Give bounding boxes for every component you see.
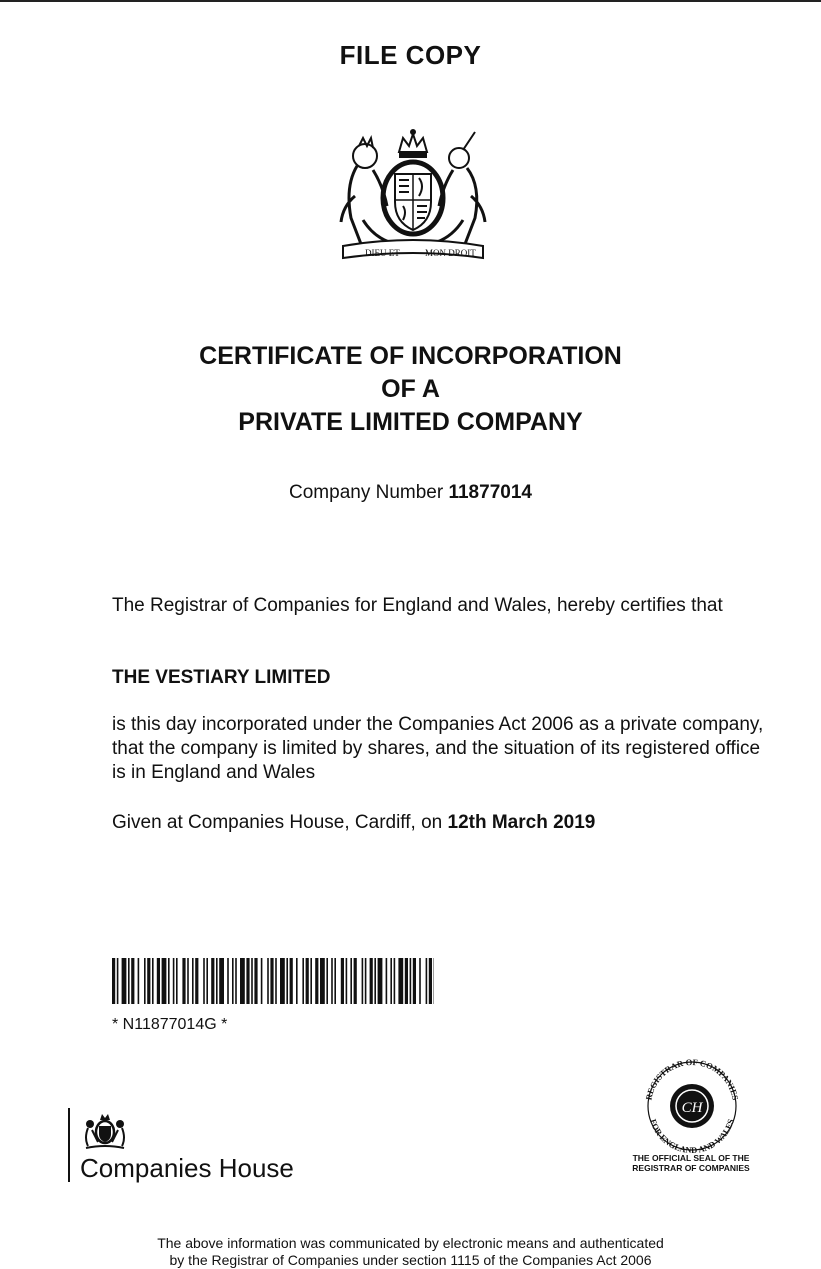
svg-text:DIEU ET: DIEU ET: [365, 248, 400, 258]
title-line: CERTIFICATE OF INCORPORATION: [0, 340, 821, 373]
companies-house-logo: [68, 1108, 328, 1182]
registrar-seal-icon: [637, 1058, 747, 1153]
title-line: OF A: [0, 373, 821, 406]
companies-house-name: Companies House: [80, 1153, 294, 1184]
title-line: PRIVATE LIMITED COMPANY: [0, 406, 821, 439]
given-at-statement: [112, 811, 772, 835]
svg-text:FOR ENGLAND AND WALES: FOR ENGLAND AND WALES: [648, 1118, 736, 1153]
company-name: THE VESTIARY LIMITED: [112, 666, 772, 690]
company-number-line: [0, 482, 821, 504]
top-border: [0, 0, 821, 2]
barcode-icon: [112, 958, 434, 1004]
seal-caption: [600, 1153, 782, 1173]
company-number-label: Company Number: [289, 482, 443, 503]
seal-caption-line: THE OFFICIAL SEAL OF THE: [600, 1153, 782, 1163]
royal-coat-of-arms-icon: [333, 126, 493, 264]
svg-text:CH: CH: [682, 1100, 704, 1116]
companies-house-crest-icon: [80, 1112, 130, 1152]
file-copy-heading: FILE COPY: [0, 40, 821, 71]
registrar-statement: The Registrar of Companies for England and Wales, hereby certifies that: [112, 594, 772, 618]
incorporation-date: 12th March 2019: [448, 812, 596, 833]
certificate-title: [0, 340, 821, 439]
incorporation-statement: is this day incorporated under the Companies Act 2006 as a private company, that the company is limited by shares, and the situation of its registered office is in England and Wales: [112, 713, 772, 785]
barcode-text: * N11877014G *: [112, 1016, 227, 1034]
svg-text:MON DROIT: MON DROIT: [425, 248, 476, 258]
company-number-value: 11877014: [448, 482, 532, 503]
given-prefix: Given at Companies House, Cardiff, on: [112, 812, 442, 833]
seal-caption-line: REGISTRAR OF COMPANIES: [600, 1163, 782, 1173]
svg-text:REGISTRAR OF COMPANIES: REGISTRAR OF COMPANIES: [643, 1058, 740, 1101]
footer-line: by the Registrar of Companies under section 1115 of the Companies Act 2006: [0, 1252, 821, 1269]
logo-divider: [68, 1108, 70, 1182]
footer-line: The above information was communicated by electronic means and authenticated: [0, 1235, 821, 1252]
